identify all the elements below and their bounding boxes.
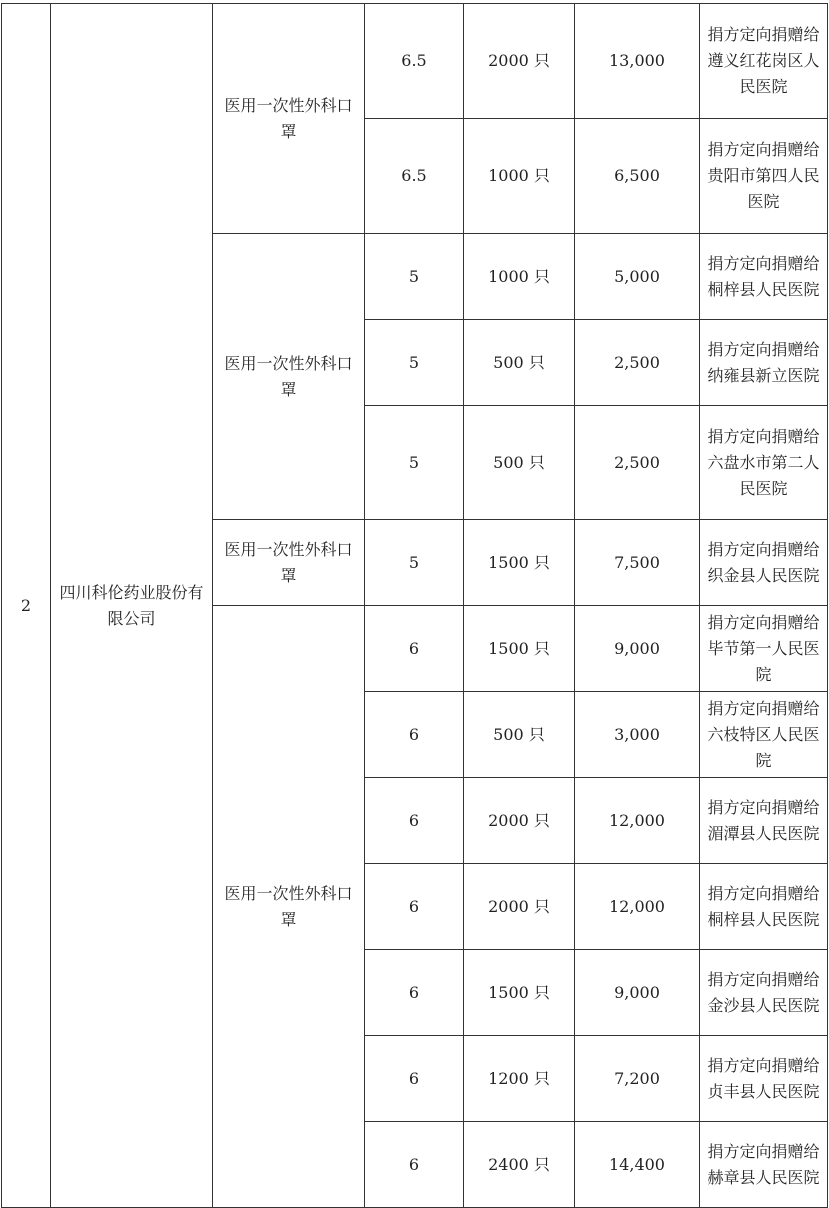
price-cell: 6 — [365, 606, 464, 692]
note-cell: 捐方定向捐赠给金沙县人民医院 — [700, 950, 828, 1036]
note-cell: 捐方定向捐赠给六枝特区人民医院 — [700, 692, 828, 778]
price-cell: 6 — [365, 1036, 464, 1122]
price-cell: 5 — [365, 234, 464, 320]
qty-cell: 2400 只 — [464, 1122, 575, 1208]
amount-cell: 14,400 — [575, 1122, 700, 1208]
qty-cell: 500 只 — [464, 406, 575, 520]
amount-cell: 12,000 — [575, 778, 700, 864]
qty-cell: 2000 只 — [464, 4, 575, 119]
amount-cell: 7,200 — [575, 1036, 700, 1122]
price-cell: 6.5 — [365, 4, 464, 119]
amount-cell: 3,000 — [575, 692, 700, 778]
note-cell: 捐方定向捐赠给纳雍县新立医院 — [700, 320, 828, 406]
qty-cell: 2000 只 — [464, 864, 575, 950]
note-cell: 捐方定向捐赠给织金县人民医院 — [700, 520, 828, 606]
qty-cell: 1500 只 — [464, 606, 575, 692]
amount-cell: 7,500 — [575, 520, 700, 606]
product-cell: 医用一次性外科口罩 — [213, 4, 365, 234]
seq-cell: 2 — [2, 4, 51, 1208]
amount-cell: 12,000 — [575, 864, 700, 950]
price-cell: 5 — [365, 320, 464, 406]
price-cell: 6 — [365, 1122, 464, 1208]
qty-cell: 2000 只 — [464, 778, 575, 864]
qty-cell: 500 只 — [464, 320, 575, 406]
note-cell: 捐方定向捐赠给贵阳市第四人民医院 — [700, 119, 828, 234]
amount-cell: 13,000 — [575, 4, 700, 119]
product-cell: 医用一次性外科口罩 — [213, 234, 365, 520]
amount-cell: 9,000 — [575, 950, 700, 1036]
amount-cell: 2,500 — [575, 406, 700, 520]
note-cell: 捐方定向捐赠给六盘水市第二人民医院 — [700, 406, 828, 520]
note-cell: 捐方定向捐赠给遵义红花岗区人民医院 — [700, 4, 828, 119]
price-cell: 6 — [365, 950, 464, 1036]
company-cell: 四川科伦药业股份有限公司 — [51, 4, 213, 1208]
amount-cell: 2,500 — [575, 320, 700, 406]
qty-cell: 1200 只 — [464, 1036, 575, 1122]
donation-table — [1, 3, 828, 1208]
product-cell: 医用一次性外科口罩 — [213, 606, 365, 1208]
note-cell: 捐方定向捐赠给桐梓县人民医院 — [700, 234, 828, 320]
note-cell: 捐方定向捐赠给湄潭县人民医院 — [700, 778, 828, 864]
note-cell: 捐方定向捐赠给赫章县人民医院 — [700, 1122, 828, 1208]
note-cell: 捐方定向捐赠给桐梓县人民医院 — [700, 864, 828, 950]
amount-cell: 5,000 — [575, 234, 700, 320]
product-cell: 医用一次性外科口罩 — [213, 520, 365, 606]
price-cell: 6 — [365, 692, 464, 778]
qty-cell: 500 只 — [464, 692, 575, 778]
price-cell: 5 — [365, 520, 464, 606]
amount-cell: 6,500 — [575, 119, 700, 234]
price-cell: 6 — [365, 864, 464, 950]
qty-cell: 1000 只 — [464, 234, 575, 320]
qty-cell: 1500 只 — [464, 520, 575, 606]
qty-cell: 1000 只 — [464, 119, 575, 234]
table-row — [2, 4, 828, 119]
qty-cell: 1500 只 — [464, 950, 575, 1036]
note-cell: 捐方定向捐赠给毕节第一人民医院 — [700, 606, 828, 692]
amount-cell: 9,000 — [575, 606, 700, 692]
note-cell: 捐方定向捐赠给贞丰县人民医院 — [700, 1036, 828, 1122]
price-cell: 5 — [365, 406, 464, 520]
price-cell: 6.5 — [365, 119, 464, 234]
price-cell: 6 — [365, 778, 464, 864]
